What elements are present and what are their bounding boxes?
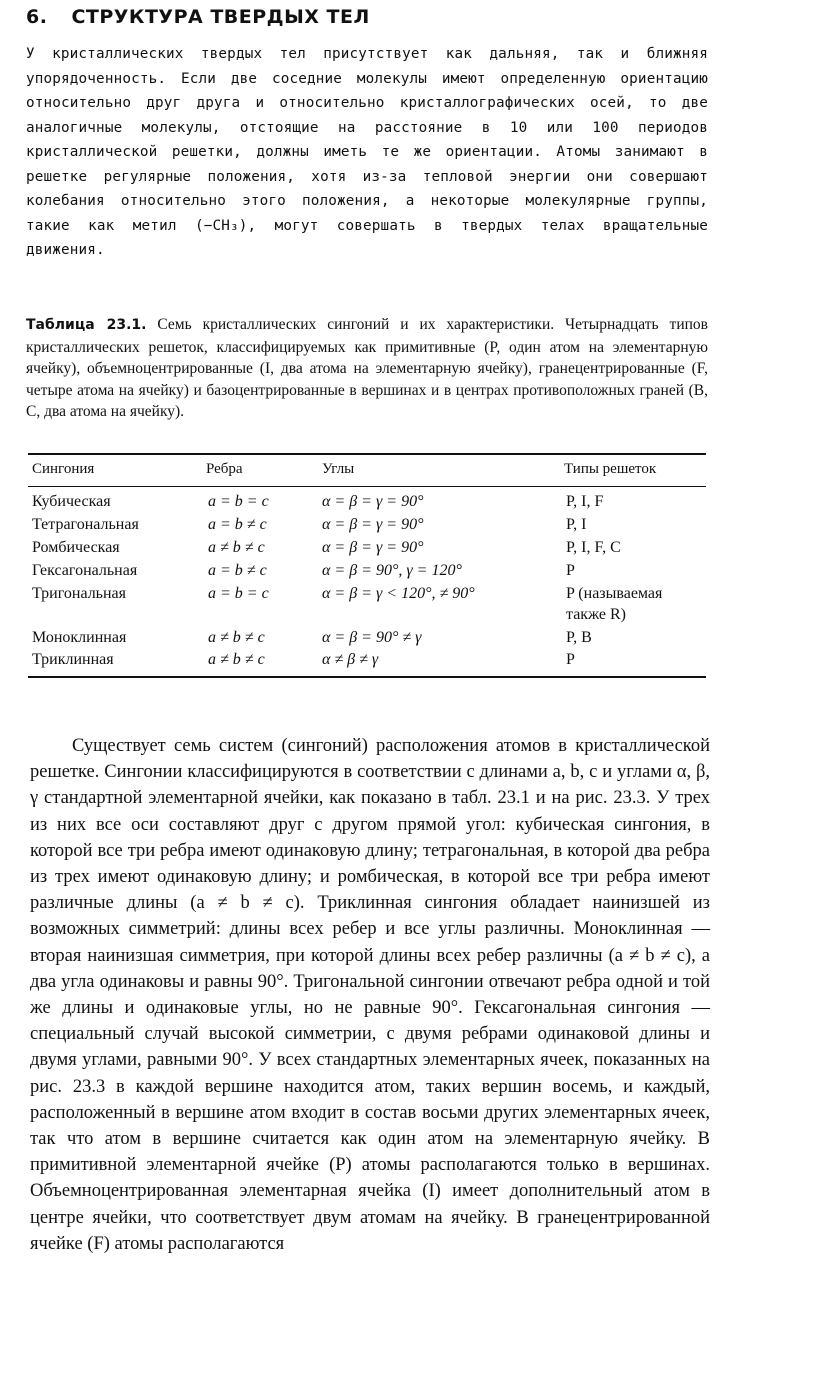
table-caption-text: Семь кристаллических сингоний и их характеристики. Четырнадцать типов кристаллических решеток, классифицируемых как примитивные (P, один атом на элементарную ячейку), объемноцентрированные (I, два атома на элементарную ячейку), гранецентрированные (F, четыре атома на ячейку) и базоцентрированные в вершинах и в центрах противоположных граней (B, C, два атома на ячейку).: [26, 316, 708, 420]
intro-paragraph: У кристаллических твердых тел присутствует как дальняя, так и ближняя упорядоченность. Если две соседние молекулы имеют определенную ориентацию относительно друг друга и относительно кристаллографических осей, то две аналогичные молекулы, отстоящие на расстояние в 10 или 100 периодов кристаллической решетки, должны иметь те же ориентации. Атомы занимают в решетке регулярные положения, хотя из-за тепловой энергии они совершают колебания относительно этого положения, а некоторые молекулярные группы, такие как метил (−CH₃), могут совершать в твердых телах вращательные движения.: [26, 46, 708, 258]
table-cell-edges: a = b ≠ c: [208, 516, 267, 533]
table-cell-angles: α ≠ β ≠ γ: [322, 651, 379, 668]
table-header-angles: Углы: [322, 461, 355, 477]
section-heading: [26, 6, 370, 28]
table-cell-edges: a ≠ b ≠ c: [208, 651, 265, 668]
table-cell-syngony: Моноклинная: [32, 629, 127, 646]
table-cell-angles: α = β = γ = 90°: [322, 493, 424, 510]
body-paragraph: Существует семь систем (сингоний) расположения атомов в кристаллической решетке. Сингонии классифицируются в соответствии с длинами a, b, c и углами α, β, γ стандартной элементарной ячейки, как показано в табл. 23.1 и на рис. 23.3. У трех из них все оси составляют друг с другом прямой угол: кубическая сингония, в которой все три ребра имеют одинаковую длину; тетрагональная, в которой два ребра из трех имеют одинаковую длину; и ромбическая, в которой все три ребра имеют различные длины (a ≠ b ≠ c). Триклинная сингония обладает наинизшей из возможных симметрий: длины всех ребер и все углы различны. Моноклинная — вторая наинизшая симметрия, при которой длины всех ребер различны (a ≠ b ≠ c), а два угла одинаковы и равны 90°. Тригональной сингонии отвечают ребра одной и той же длины и одинаковые углы, но не равные 90°. Гексагональная сингония — специальный случай высокой симметрии, с двумя ребрами одинаковой длины и двумя углами, равными 90°. У всех стандартных элементарных ячеек, показанных на рис. 23.3 в каждой вершине находится атом, таких вершин восемь, и каждый, расположенный в вершине атом входит в состав восьми других элементарных ячеек, так что атом в вершине считается как один атом на элементарную ячейку. В примитивной элементарной ячейке (P) атомы располагаются только в вершинах. Объемноцентрированная элементарная ячейка (I) имеет дополнительный атом в центре ячейки, что соответствует двум атомам на ячейку. В гранецентрированной ячейке (F) атомы располагаются: [30, 736, 710, 1254]
table-cell-syngony: Тетрагональная: [32, 516, 139, 533]
table-cell-angles: α = β = 90°, γ = 120°: [322, 562, 462, 579]
table-cell-angles: α = β = γ = 90°: [322, 539, 424, 556]
table-caption: [26, 314, 708, 423]
table-cell-lattice: P, B: [566, 629, 592, 646]
table-cell-lattice: P: [566, 651, 575, 668]
table-cell-lattice: P, I, F: [566, 493, 604, 510]
table-cell-angles: α = β = 90° ≠ γ: [322, 629, 422, 646]
table-header-edges: Ребра: [206, 461, 243, 477]
table-header-syngony: Сингония: [32, 461, 95, 477]
table-caption-label: Таблица 23.1.: [26, 317, 147, 333]
table-cell-edges: a = b ≠ c: [208, 562, 267, 579]
table-cell-lattice: P, I: [566, 516, 587, 533]
table-cell-syngony: Кубическая: [32, 493, 111, 510]
table-cell-angles: α = β = γ < 120°, ≠ 90°: [322, 585, 475, 602]
section-number: 6.: [26, 6, 48, 28]
table-top-rule: [28, 453, 706, 455]
table-cell-angles: α = β = γ = 90°: [322, 516, 424, 533]
table-cell-syngony: Тригональная: [32, 585, 126, 602]
table-bottom-rule: [28, 676, 706, 678]
table-cell-lattice: P, I, F, C: [566, 539, 621, 556]
section-title: СТРУКТУРА ТВЕРДЫХ ТЕЛ: [71, 6, 370, 28]
table-cell-syngony: Триклинная: [32, 651, 114, 668]
table-cell-edges: a ≠ b ≠ c: [208, 629, 265, 646]
table-cell-lattice: P (называемая: [566, 585, 663, 602]
table-cell-lattice-continued: также R): [566, 606, 627, 623]
table-header-rule: [28, 486, 706, 487]
table-cell-syngony: Гексагональная: [32, 562, 138, 579]
table-cell-edges: a = b = c: [208, 585, 269, 602]
table-cell-edges: a ≠ b ≠ c: [208, 539, 265, 556]
table-cell-lattice: P: [566, 562, 575, 579]
table-cell-edges: a = b = c: [208, 493, 269, 510]
table-header-lattice-types: Типы решеток: [564, 461, 657, 477]
table-cell-syngony: Ромбическая: [32, 539, 120, 556]
